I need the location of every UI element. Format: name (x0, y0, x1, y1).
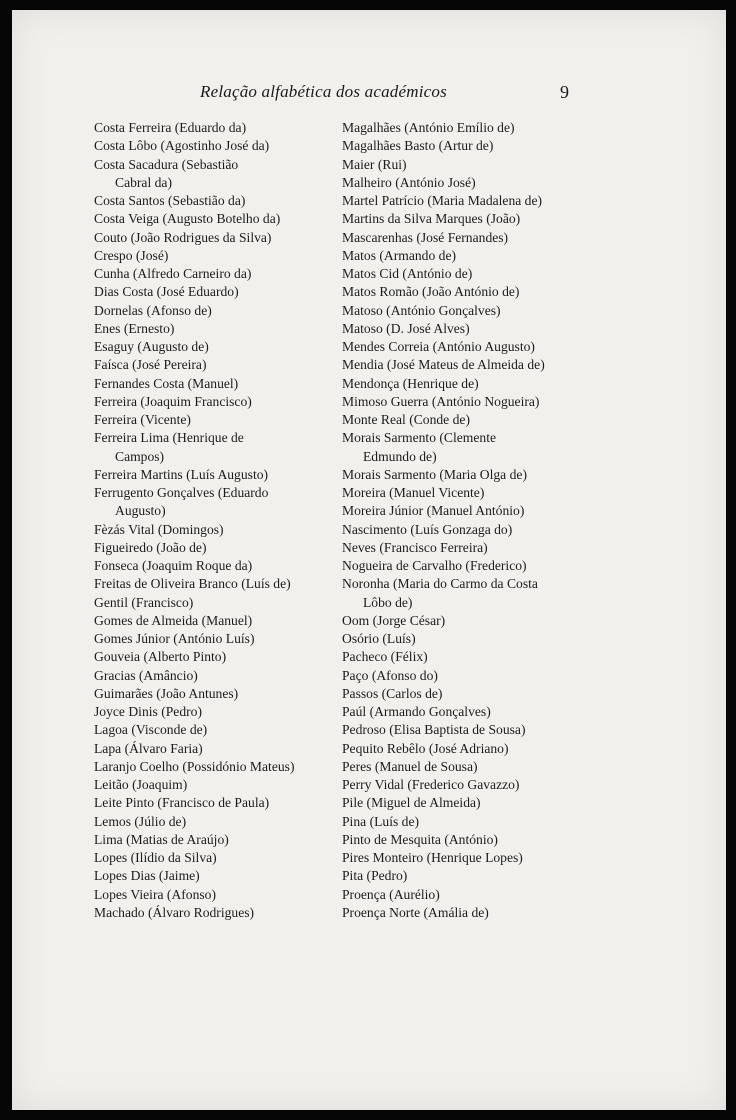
academic-entry: Matos Romão (João António de) (342, 284, 520, 300)
academic-entry: Passos (Carlos de) (342, 685, 443, 701)
academic-entry: Perry Vidal (Frederico Gavazzo) (342, 777, 520, 792)
academic-entry: Matos Cid (António de) (342, 266, 473, 281)
academic-entry: Freitas de Oliveira Branco (Luís de) (94, 576, 291, 592)
entry-continuation: Edmundo de) (363, 448, 437, 464)
academic-entry: Lemos (Júlio de) (94, 813, 187, 829)
academic-entry: Paço (Afonso do) (342, 667, 438, 683)
academic-entry: Lapa (Álvaro Faria) (94, 740, 203, 756)
academic-entry: Noronha (Maria do Carmo da Costa (342, 576, 538, 592)
academic-entry: Pacheco (Félix) (342, 649, 428, 665)
academic-entry: Costa Sacadura (Sebastião (94, 156, 239, 172)
academic-entry: Moreira Júnior (Manuel António) (342, 503, 525, 519)
academic-entry: Laranjo Coelho (Possidónio Mateus) (94, 758, 295, 774)
academic-entry: Pires Monteiro (Henrique Lopes) (342, 850, 523, 865)
academic-entry: Malheiro (António José) (342, 174, 476, 190)
academic-entry: Matoso (António Gonçalves) (342, 302, 501, 318)
academic-entry: Mendes Correia (António Augusto) (342, 339, 535, 354)
academic-entry: Proença (Aurélio) (342, 886, 440, 902)
academic-entry: Nascimento (Luís Gonzaga do) (342, 521, 513, 537)
academic-entry: Enes (Ernesto) (94, 320, 175, 336)
page-header (12, 82, 726, 106)
entry-continuation: Cabral da) (115, 174, 172, 190)
entry-continuation: Augusto) (115, 503, 166, 519)
academic-entry: Martins da Silva Marques (João) (342, 211, 521, 227)
entry-continuation: Campos) (115, 448, 165, 464)
academic-entry: Mendonça (Henrique de) (342, 375, 479, 391)
right-column-list (342, 119, 586, 922)
page-number: 9 (560, 82, 569, 102)
academic-entry: Nogueira de Carvalho (Frederico) (342, 558, 527, 573)
academic-entry: Leite Pinto (Francisco de Paula) (94, 795, 270, 811)
academic-entry: Maier (Rui) (342, 156, 407, 172)
academic-entry: Dias Costa (José Eduardo) (94, 284, 239, 300)
academic-entry: Joyce Dinis (Pedro) (94, 704, 202, 719)
academic-entry: Mascarenhas (José Fernandes) (342, 229, 509, 245)
academic-entry: Fernandes Costa (Manuel) (94, 375, 239, 391)
academic-entry: Peres (Manuel de Sousa) (342, 758, 478, 774)
running-title: Relação alfabética dos académicos (200, 82, 447, 101)
academic-entry: Machado (Álvaro Rodrigues) (94, 904, 255, 920)
academic-entry: Mendia (José Mateus de Almeida de) (342, 357, 545, 373)
academic-entry: Ferreira Lima (Henrique de (94, 430, 244, 446)
academic-entry: Magalhães (António Emílio de) (342, 120, 515, 135)
left-column-list (94, 119, 340, 922)
academic-entry: Osório (Luís) (342, 631, 416, 646)
academic-entry: Pequito Rebêlo (José Adriano) (342, 740, 509, 756)
academic-entry: Monte Real (Conde de) (342, 412, 470, 427)
academic-entry: Proença Norte (Amália de) (342, 904, 489, 920)
academic-entry: Costa Veiga (Augusto Botelho da) (94, 211, 281, 227)
academic-entry: Lopes Vieira (Afonso) (94, 886, 216, 902)
academic-entry: Lopes (Ilídio da Silva) (94, 850, 217, 865)
academic-entry: Cunha (Alfredo Carneiro da) (94, 266, 252, 281)
academic-entry: Gouveia (Alberto Pinto) (94, 649, 227, 665)
academic-entry: Ferreira (Joaquim Francisco) (94, 393, 252, 409)
entry-continuation: Lôbo de) (363, 594, 413, 610)
academic-entry: Costa Santos (Sebastião da) (94, 193, 246, 208)
academic-entry: Matos (Armando de) (342, 247, 457, 263)
academic-entry: Costa Lôbo (Agostinho José da) (94, 138, 270, 154)
academic-entry: Dornelas (Afonso de) (94, 302, 212, 318)
academic-entry: Lagoa (Visconde de) (94, 722, 208, 738)
academic-entry: Esaguy (Augusto de) (94, 339, 209, 354)
academic-entry: Magalhães Basto (Artur de) (342, 138, 494, 154)
academic-entry: Gomes Júnior (António Luís) (94, 631, 255, 646)
academic-entry: Lopes Dias (Jaime) (94, 868, 200, 884)
academic-entry: Martel Patrício (Maria Madalena de) (342, 193, 543, 208)
academic-entry: Morais Sarmento (Maria Olga de) (342, 466, 527, 482)
academic-entry: Pile (Miguel de Almeida) (342, 795, 481, 811)
academic-entry: Gentil (Francisco) (94, 594, 194, 610)
academic-entry: Gomes de Almeida (Manuel) (94, 612, 253, 628)
academic-entry: Pedroso (Elisa Baptista de Sousa) (342, 722, 526, 738)
academic-entry: Figueiredo (João de) (94, 539, 207, 555)
academic-entry: Ferreira Martins (Luís Augusto) (94, 466, 269, 482)
academic-entry: Fèzás Vital (Domingos) (94, 521, 224, 537)
document-page (12, 10, 726, 1110)
academic-entry: Pina (Luís de) (342, 813, 420, 829)
academic-entry: Ferrugento Gonçalves (Eduardo (94, 485, 269, 500)
academic-entry: Crespo (José) (94, 247, 169, 263)
academic-entry: Pita (Pedro) (342, 868, 408, 884)
academic-entry: Leitão (Joaquim) (94, 777, 188, 792)
academic-entry: Lima (Matias de Araújo) (94, 831, 229, 847)
academic-entry: Neves (Francisco Ferreira) (342, 539, 488, 555)
academic-entry: Morais Sarmento (Clemente (342, 430, 497, 446)
academic-entry: Faísca (José Pereira) (94, 357, 207, 373)
academic-entry: Paúl (Armando Gonçalves) (342, 704, 491, 719)
academic-entry: Ferreira (Vicente) (94, 412, 191, 427)
academic-entry: Gracias (Amâncio) (94, 667, 198, 683)
academic-entry: Guimarães (João Antunes) (94, 685, 239, 701)
academic-entry: Matoso (D. José Alves) (342, 320, 470, 336)
academic-entry: Mimoso Guerra (António Nogueira) (342, 393, 540, 409)
academic-entry: Oom (Jorge César) (342, 612, 446, 628)
academic-entry: Couto (João Rodrigues da Silva) (94, 229, 272, 245)
academic-entry: Pinto de Mesquita (António) (342, 831, 498, 847)
academic-entry: Fonseca (Joaquim Roque da) (94, 558, 253, 573)
academic-entry: Costa Ferreira (Eduardo da) (94, 120, 247, 135)
academic-entry: Moreira (Manuel Vicente) (342, 485, 485, 500)
